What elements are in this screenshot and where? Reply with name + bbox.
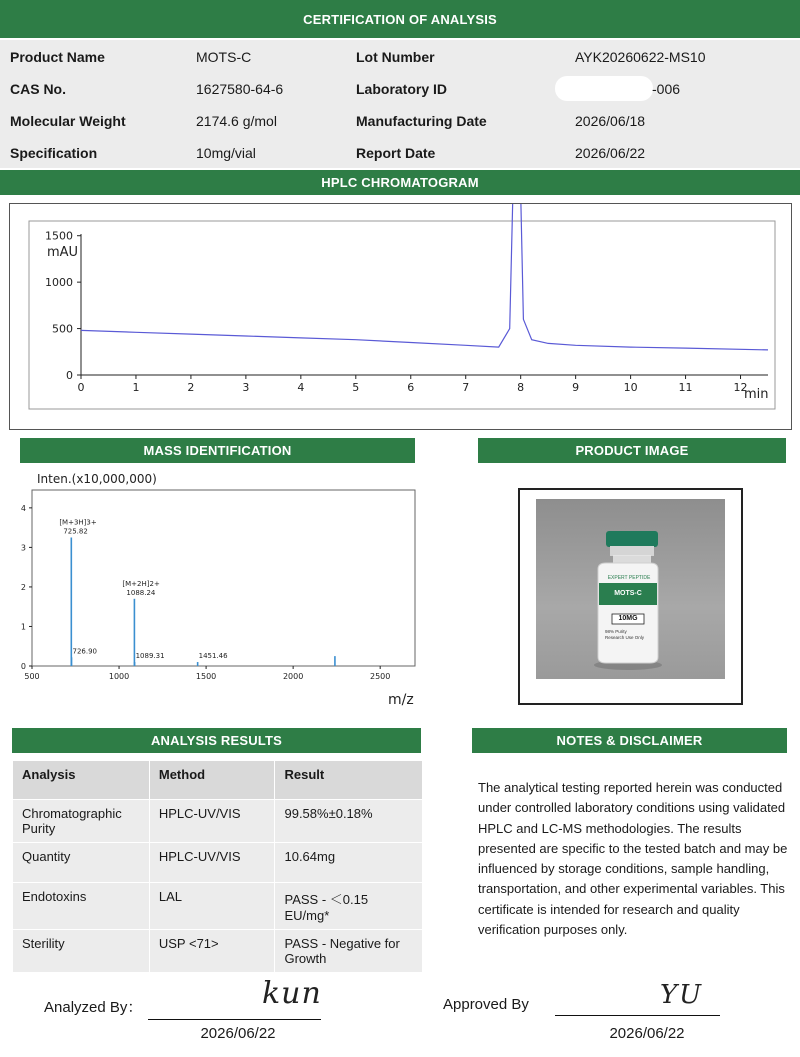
cas-label: CAS No. [10,81,66,97]
laboratory-id-label: Laboratory ID [356,81,448,97]
report-date-label: Report Date [356,145,436,161]
redaction-mask [555,76,653,101]
analysis-cell: Endotoxins [13,883,150,930]
y-tick-label: 500 [52,322,73,336]
vial-name-text: MOTS-C [614,590,642,597]
notes-section-title: NOTES & DISCLAIMER [556,733,703,748]
x-tick-label: 8 [517,381,525,394]
analysis-section-title: ANALYSIS RESULTS [150,733,283,748]
product-name-label: Product Name [10,49,105,65]
result-cell: 10.64mg [275,843,423,883]
lot-number-label: Lot Number [356,49,435,65]
peak-mz-label: 1088.24 [126,588,156,597]
vial-ruo-text: Research Use Only [605,635,645,640]
spectrum-frame [32,490,415,666]
y-tick-label: 0 [20,662,26,671]
table-row [13,843,423,883]
analyzed-signature: kun [262,976,322,1011]
approved-signature-line [555,1015,720,1016]
y-tick-label: 2 [20,582,26,592]
cas-value: 1627580-64-6 [196,81,284,97]
product-photo [536,499,725,679]
analyzed-signature-line [148,1019,321,1020]
x-tick-label: 4 [297,381,305,394]
result-cell: PASS - Negative for Growth [275,930,423,973]
table-row [13,930,423,973]
certificate-title: CERTIFICATION OF ANALYSIS [303,11,497,27]
specification-label: Specification [10,145,98,161]
vial-purity-text: 98% Purity [605,629,627,634]
vial-image [536,499,725,679]
x-tick-label: 2000 [282,672,304,681]
method-cell: HPLC-UV/VIS [149,843,275,883]
analysis-cell: Quantity [13,843,150,883]
x-tick-label: 9 [572,381,580,394]
specification-value: 10mg/vial [196,145,256,161]
product-section-bar [478,438,786,463]
x-axis-label: min [744,387,769,402]
method-cell: LAL [149,883,275,930]
hplc-chromatogram [10,204,791,429]
x-tick-label: 11 [678,381,693,394]
x-tick-label: 1000 [108,672,130,681]
certificate-title-bar [0,0,800,38]
y-tick-label: 0 [66,369,73,382]
y-tick-label: 1000 [45,276,73,290]
column-header-analysis: Analysis [13,761,150,800]
manufacturing-date-label: Manufacturing Date [356,113,487,129]
approved-by-label: Approved By [443,996,529,1013]
x-tick-label: 2500 [370,672,391,681]
approved-signature: YU [660,980,704,1010]
analysis-section-bar [12,728,421,753]
peak-mz-label: 1451.46 [198,652,228,661]
analysis-cell: Sterility [13,930,150,973]
analysis-results-table [12,760,423,973]
mass-section-bar [20,438,415,463]
x-tick-label: 5 [352,381,360,394]
x-tick-label: 6 [407,381,415,394]
x-tick-label: 2 [187,381,195,394]
x-tick-label: 10 [623,381,638,394]
x-axis-label: m/z [388,692,414,708]
method-cell: USP <71> [149,930,275,973]
mass-section-title: MASS IDENTIFICATION [143,443,292,458]
product-section-title: PRODUCT IMAGE [575,443,689,458]
vial-dose-text: 10MG [618,615,638,622]
peak-ion-label: [M+2H]2+ [122,579,160,588]
y-axis-label: Inten.(x10,000,000) [37,472,157,486]
mass-spectrum [10,468,420,708]
report-date-value: 2026/06/22 [575,145,646,161]
lot-number-value: AYK20260622-MS10 [575,49,706,65]
x-tick-label: 1500 [195,672,217,681]
disclaimer-text: The analytical testing reported herein was conducted under controlled laboratory conditions using validated HPLC and LC-MS methodologies. The results presented are specific to the tested batch and may be influenced by storage conditions, sample handling, transportation, and other experimental variables. This certificate is intended for research and quality verification purposes only. [478,780,788,938]
y-axis-label: mAU [47,245,79,260]
product-info-panel [0,40,800,168]
result-cell: 99.58%±0.18% [275,800,423,843]
x-tick-label: 500 [24,672,40,681]
analyzed-by-label: Analyzed By： [44,999,143,1016]
product-name-value: MOTS-C [196,49,252,65]
y-tick-label: 4 [20,503,26,513]
peak-mz-label: 725.82 [63,527,88,536]
hplc-section-bar [0,170,800,195]
notes-section-bar [472,728,787,753]
vial-brand-text: EXPERT PEPTIDE [607,575,651,581]
column-header-method: Method [149,761,275,800]
plot-frame [29,221,775,409]
analysis-cell: Chromatographic Purity [13,800,150,843]
chromatogram-trace [81,204,768,350]
x-tick-label: 1 [132,381,140,394]
hplc-section-title: HPLC CHROMATOGRAM [321,175,479,190]
molecular-weight-value: 2174.6 g/mol [196,113,277,129]
analyzed-date: 2026/06/22 [200,1025,276,1042]
table-row [13,883,423,930]
table-header-row [13,761,423,800]
approved-date: 2026/06/22 [609,1025,685,1042]
hplc-panel [9,203,792,430]
peak-mz-label: 726.90 [72,647,98,656]
column-header-result: Result [275,761,423,800]
molecular-weight-label: Molecular Weight [10,113,126,129]
result-cell: PASS - ＜0.15 EU/mg* [275,883,423,930]
x-tick-label: 0 [77,381,85,394]
x-tick-label: 3 [242,381,250,394]
manufacturing-date-value: 2026/06/18 [575,113,646,129]
product-image-frame [518,488,743,705]
table-row [13,800,423,843]
peak-ion-label: [M+3H]3+ [59,518,97,527]
y-tick-label: 3 [20,543,26,553]
y-tick-label: 1500 [45,229,73,243]
y-tick-label: 1 [20,622,26,632]
x-tick-label: 12 [733,381,748,394]
peak-mz-label: 1089.31 [135,652,165,661]
laboratory-id-value: -006 [652,81,681,97]
x-tick-label: 7 [462,381,470,394]
method-cell: HPLC-UV/VIS [149,800,275,843]
